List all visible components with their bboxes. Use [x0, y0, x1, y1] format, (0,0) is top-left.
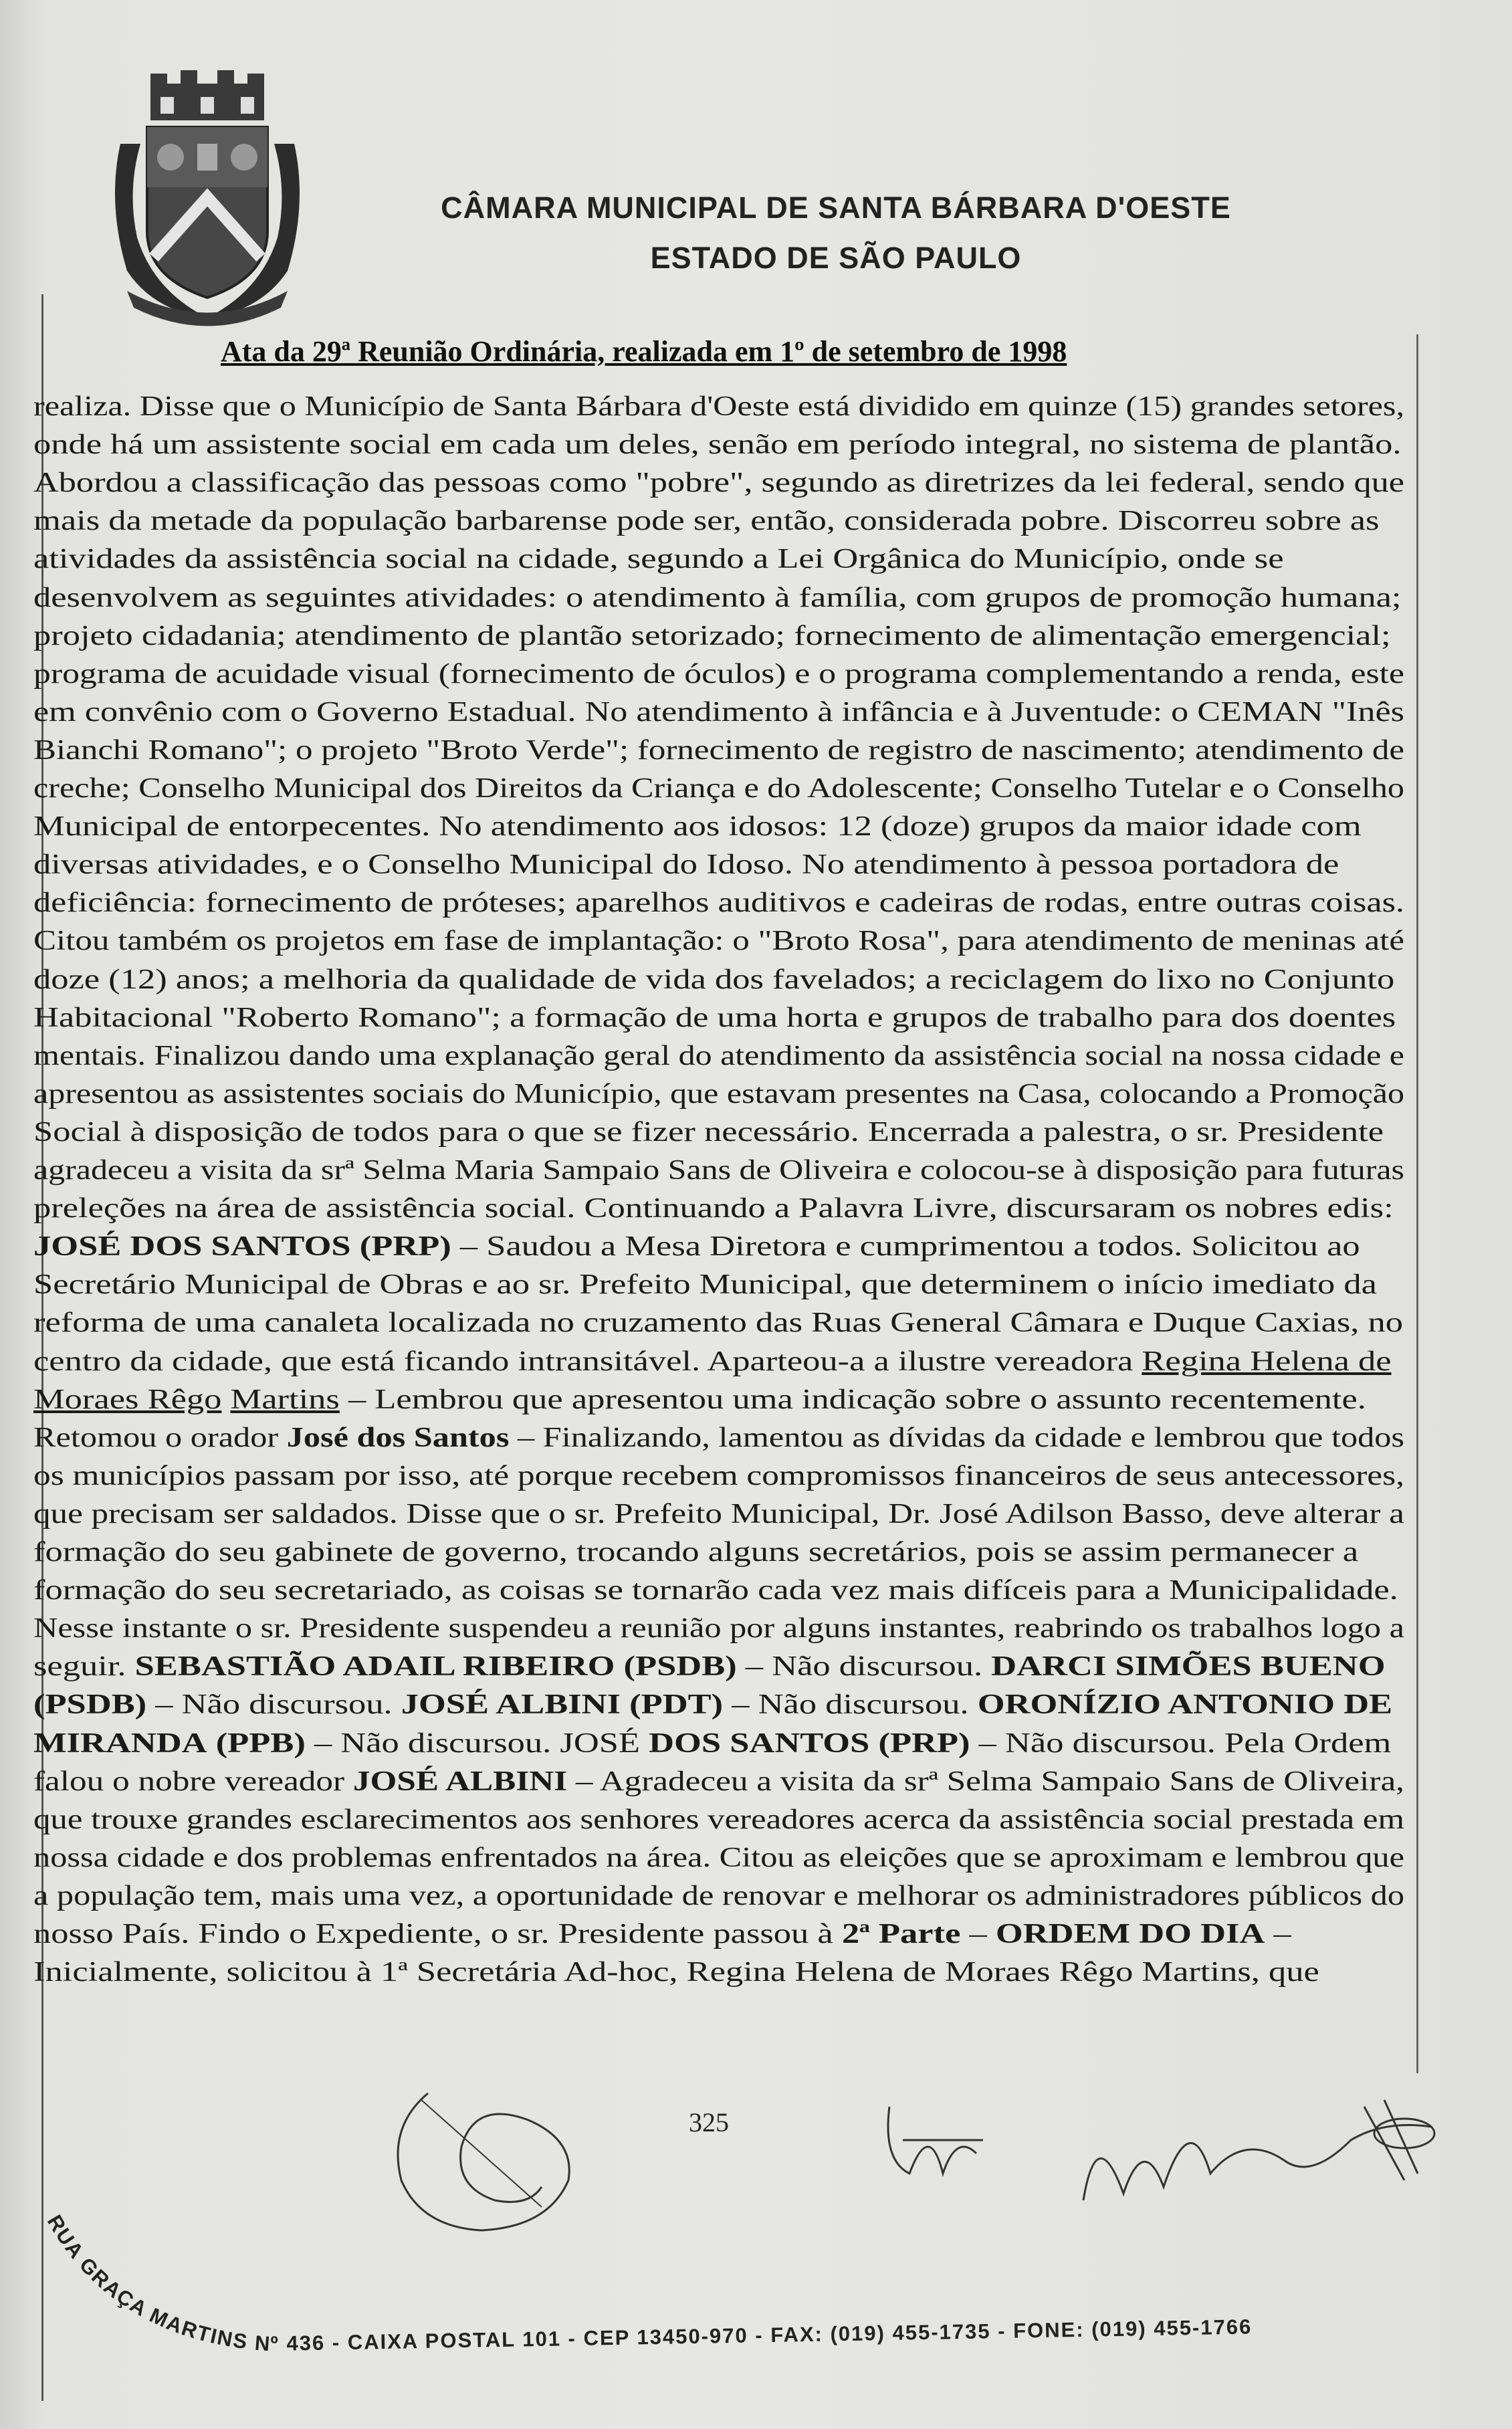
line-text: fornecimento de próteses; aparelhos auditivos e cadeiras de rodas, entre outras coisas. — [196, 887, 1404, 919]
line-text: Finalizou dando uma explanação geral do atendimento da assistência social na nossa cidade e — [145, 1040, 1404, 1071]
text-line-content — [33, 1877, 1404, 1915]
text-line-content — [33, 1572, 1398, 1609]
text-line — [33, 922, 1411, 960]
text-line — [33, 1495, 1411, 1533]
line-prefix: nossa cidade — [33, 1842, 205, 1873]
line-text: SEBASTIÃO ADAIL RIBEIRO (PSDB) – Não discursou. DARCI SIMÕES BUENO — [134, 1651, 1386, 1683]
text-line — [33, 579, 1411, 617]
line-prefix: Municipal — [33, 811, 178, 843]
text-line-content — [33, 1495, 1404, 1533]
line-text: o orador José dos Santos – Finalizando, lamentou as dívidas da cidade e lembrou que todos — [156, 1422, 1404, 1453]
line-prefix: Habitacional — [33, 1002, 213, 1033]
line-text: o sr. Presidente suspendeu a reunião por alguns instantes, reabrindo os trabalhos logo a — [227, 1613, 1405, 1645]
line-prefix: Citou também — [33, 926, 228, 957]
line-text: cidadania; atendimento de plantão setorizado; fornecimento de alimentação emergencial; — [132, 620, 1391, 651]
line-prefix: em convênio — [33, 696, 213, 728]
text-line — [33, 1419, 1411, 1457]
line-text: na área de assistência social. Continuando a Palavra Livre, discursaram os nobres edis: — [166, 1193, 1394, 1225]
line-prefix: atividades — [33, 544, 176, 575]
right-margin-rule — [1416, 334, 1418, 2073]
text-line-content — [33, 655, 1404, 693]
line-text: do seu gabinete de governo, trocando alguns secretários, pois se assim permanecer a — [166, 1537, 1359, 1568]
line-prefix: Moraes Rêgo — [33, 1384, 222, 1415]
underlined-name: Regina Helena de — [1142, 1346, 1392, 1377]
line-prefix: Inicialmente, — [33, 1957, 218, 1988]
text-line — [33, 999, 1411, 1037]
footer-address — [33, 2207, 1438, 2381]
line-text: passam por isso, até porque recebem compromissos financeiros de seus antecessores, — [225, 1460, 1405, 1491]
line-prefix: que precisam — [33, 1498, 215, 1529]
line-prefix: JOSÉ — [33, 1231, 122, 1263]
text-line-content — [33, 1686, 1392, 1723]
text-line-content — [33, 694, 1404, 731]
line-text: de acuidade visual (fornecimento de óculos) e o programa complementando a renda, este — [166, 658, 1405, 690]
text-line-content — [33, 1343, 1392, 1380]
line-text: ser saldados. Disse que o sr. Prefeito Municipal, Dr. José Adilson Basso, deve alterar a — [214, 1498, 1405, 1529]
coat-of-arms-icon — [100, 70, 314, 331]
line-text: cidade, que está ficando intransitável. Aparteou-a a ilustre vereadora — [163, 1346, 1142, 1377]
line-text: – Não discursou. JOSÉ ALBINI (PDT) – Não discursou. ORONÍZIO ANTONIO DE — [146, 1689, 1393, 1721]
text-line — [33, 884, 1411, 922]
text-line — [33, 1114, 1411, 1151]
text-line-content — [33, 1381, 1366, 1418]
line-text: do seu secretariado, as coisas se tornarão cada vez mais difíceis para a Municipalidade. — [166, 1575, 1398, 1606]
line-prefix: Social à — [33, 1116, 146, 1148]
line-prefix: formação — [33, 1575, 167, 1606]
line-prefix: creche; — [33, 773, 130, 804]
text-line — [33, 1381, 1411, 1418]
text-line — [33, 388, 1411, 425]
text-line-content — [33, 1190, 1394, 1227]
text-line-content — [33, 1457, 1404, 1495]
line-text: da assistência social na cidade, segundo a Lei Orgânica do Município, onde se — [175, 544, 1284, 575]
text-line-content — [33, 1801, 1404, 1838]
page-number: 325 — [689, 2107, 729, 2137]
text-line — [33, 1037, 1411, 1075]
text-line — [33, 846, 1411, 883]
line-prefix: MIRANDA — [33, 1727, 207, 1759]
line-prefix: Nesse instante — [33, 1613, 227, 1645]
text-line-content — [33, 1610, 1404, 1647]
line-prefix: formação — [33, 1537, 167, 1568]
text-line-content — [33, 464, 1404, 502]
text-line-content — [33, 1304, 1403, 1342]
text-line — [33, 540, 1411, 578]
text-line-content — [33, 846, 1339, 883]
line-text: anos; a melhoria da qualidade de vida dos favelados; a reciclagem do lixo no Conjunto — [167, 964, 1395, 995]
text-line — [33, 1953, 1411, 1991]
text-line-content — [33, 961, 1394, 998]
document-title: Ata da 29ª Reunião Ordinária, realizada em 1º de setembro de 1998 — [221, 335, 1067, 368]
text-line — [33, 1915, 1411, 1953]
line-text: Conselho Municipal dos Direitos da Criança e do Adolescente; Conselho Tutelar e o Conselho — [130, 773, 1404, 804]
text-line — [33, 1075, 1411, 1113]
line-prefix: apresentou — [33, 1078, 179, 1110]
text-line — [33, 502, 1411, 540]
text-line — [33, 770, 1411, 807]
line-prefix: onde há — [33, 429, 144, 461]
text-line — [33, 1304, 1411, 1342]
line-prefix: projeto — [33, 620, 133, 651]
text-line — [33, 1801, 1411, 1838]
text-line-content — [33, 808, 1362, 845]
line-prefix: Bianchi — [33, 734, 140, 766]
line-prefix: seguir. — [33, 1651, 126, 1683]
line-prefix: realiza. — [33, 391, 132, 422]
text-line — [33, 1266, 1411, 1303]
line-text: solicitou à 1ª Secretária Ad-hoc, Regina Helena de Moraes Rêgo Martins, que — [217, 1957, 1319, 1988]
text-line — [33, 1572, 1411, 1609]
state-name: ESTADO DE SÃO PAULO — [650, 241, 1022, 275]
text-line — [33, 426, 1411, 463]
text-line-content — [33, 1725, 1391, 1762]
text-line — [33, 617, 1411, 655]
line-text: com o Governo Estadual. No atendimento à infância e à Juventude: o CEMAN "Inês — [213, 696, 1404, 728]
line-prefix: preleções — [33, 1193, 167, 1225]
text-line-content — [33, 922, 1404, 960]
line-prefix: (PSDB) — [33, 1689, 147, 1721]
line-prefix: Retomou — [33, 1422, 157, 1453]
text-line — [33, 1152, 1411, 1189]
text-line-content — [33, 1152, 1404, 1189]
line-text: de entorpecentes. No atendimento aos idosos: 12 (doze) grupos da maior idade com — [177, 811, 1362, 843]
text-line — [33, 1839, 1411, 1877]
text-line — [33, 1877, 1411, 1915]
text-line-content — [33, 1228, 1360, 1265]
text-line-content — [33, 617, 1391, 655]
line-text: grandes esclarecimentos aos senhores vereadores acerca da assistência social prestada em — [178, 1804, 1405, 1835]
text-line — [33, 1648, 1411, 1685]
text-line-content — [33, 999, 1396, 1037]
line-prefix: Abordou — [33, 467, 158, 499]
text-line-content — [33, 502, 1380, 540]
line-text: os projetos em fase de implantação: o "Broto Rosa", para atendimento de meninas até — [227, 926, 1404, 957]
text-line-content — [33, 1648, 1386, 1685]
line-text: Disse que o Município de Santa Bárbara d'Oeste está dividido em quinze (15) grandes setores, — [131, 391, 1404, 422]
line-text: Romano"; o projeto "Broto Verde"; fornecimento de registro de nascimento; atendimento de — [139, 734, 1404, 766]
text-line-content — [33, 1763, 1404, 1800]
line-text: nobre vereador JOSÉ ALBINI – Agradeceu a visita da srª Selma Sampaio Sans de Oliveira, — [129, 1766, 1404, 1797]
text-line — [33, 808, 1411, 845]
line-text: as assistentes sociais do Município, que estavam presentes na Casa, colocando a Promoção — [178, 1078, 1404, 1110]
line-prefix: reforma — [33, 1307, 145, 1339]
text-line-content — [33, 579, 1401, 617]
text-line-content — [33, 388, 1404, 425]
text-line-content — [33, 770, 1404, 807]
text-line — [33, 732, 1411, 769]
text-line-content — [33, 1839, 1404, 1877]
text-line — [33, 1534, 1411, 1571]
text-line — [33, 1725, 1411, 1762]
institution-name: CÂMARA MUNICIPAL DE SANTA BÁRBARA D'OESTE — [441, 191, 1231, 225]
line-text: Findo o Expediente, o sr. Presidente passou à 2ª Parte – ORDEM DO DIA – — [189, 1919, 1291, 1949]
text-line-content — [33, 1534, 1358, 1571]
text-line-content — [33, 1419, 1404, 1457]
line-prefix: mentais. — [33, 1040, 146, 1071]
text-line — [33, 694, 1411, 731]
text-line-content — [33, 426, 1401, 463]
line-prefix: os municípios — [33, 1460, 226, 1491]
line-prefix: centro da — [33, 1346, 163, 1377]
line-text: tem, mais uma vez, a oportunidade de renovar e melhorar os administradores públicos do — [195, 1880, 1405, 1911]
line-text: Martins – Lembrou que apresentou uma indicação sobre o assunto recentemente. — [230, 1384, 1366, 1415]
text-line — [33, 1763, 1411, 1800]
line-prefix: diversas — [33, 849, 149, 881]
text-line-content — [33, 1953, 1319, 1991]
text-line — [33, 655, 1411, 693]
line-prefix: desenvolvem — [33, 582, 219, 613]
text-line — [33, 1457, 1411, 1495]
text-line — [33, 1610, 1411, 1647]
line-prefix: que trouxe — [33, 1804, 179, 1835]
text-line — [33, 1343, 1411, 1380]
line-text: "Roberto Romano"; a formação de uma horta e grupos de trabalho para dos doentes — [213, 1002, 1396, 1033]
line-text: Municipal de Obras e ao sr. Prefeito Municipal, que determinem o início imediato da — [175, 1269, 1378, 1301]
footer-address-text: RUA GRAÇA MARTINS Nº 436 - CAIXA POSTAL 101 - CEP 13450-970 - FAX: (019) 455-1735 - FONE: (019) 455-1766 — [42, 2210, 1253, 2356]
line-text: DOS SANTOS (PRP) – Saudou a Mesa Diretora e cumprimentou a todos. Solicitou ao — [130, 1231, 1360, 1263]
text-line-content — [33, 1075, 1404, 1113]
text-line-content — [33, 1266, 1377, 1303]
text-line — [33, 961, 1411, 998]
line-prefix: falou o — [33, 1766, 130, 1797]
line-prefix: agradeceu — [33, 1155, 169, 1186]
line-text: um assistente social em cada um deles, senão em período integral, no sistema de plantão. — [143, 429, 1402, 461]
line-text: (PPB) – Não discursou. JOSÉ DOS SANTOS (PRP) – Não discursou. Pela Ordem — [215, 1727, 1392, 1759]
line-prefix: a população — [33, 1880, 195, 1911]
text-line-content — [33, 1114, 1384, 1151]
line-prefix: doze (12) — [33, 964, 167, 995]
line-prefix: Secretário — [33, 1269, 176, 1301]
signature-3-icon — [1070, 2093, 1444, 2214]
text-line-content — [33, 540, 1284, 578]
line-text: e dos problemas enfrentados na área. Citou as eleições que se aproximam e lembrou que — [205, 1842, 1405, 1873]
line-text: as seguintes atividades: o atendimento à família, com grupos de promoção humana; — [219, 582, 1402, 613]
text-line-content — [33, 732, 1404, 769]
text-line — [33, 464, 1411, 502]
text-line — [33, 1228, 1411, 1265]
line-prefix: programa — [33, 658, 167, 690]
line-text: metade da população barbarense pode ser, então, considerada pobre. Discorreu sobre as — [141, 506, 1380, 537]
line-text: atividades, e o Conselho Municipal do Idoso. No atendimento à pessoa portadora de — [148, 849, 1339, 881]
line-text: de uma canaleta localizada no cruzamento das Ruas General Câmara e Duque Caxias, no — [144, 1307, 1404, 1339]
signature-2-icon — [869, 2093, 990, 2194]
line-prefix: mais da — [33, 506, 142, 537]
text-line-content — [33, 1037, 1404, 1075]
text-line-content — [33, 1915, 1291, 1953]
text-line — [33, 1190, 1411, 1227]
text-line-content — [33, 884, 1404, 922]
line-prefix: nosso País. — [33, 1919, 190, 1949]
line-text: disposição de todos para o que se fizer necessário. Encerrada a palestra, o sr. Presidente — [145, 1116, 1384, 1148]
line-text: a classificação das pessoas como "pobre", segundo as diretrizes da lei federal, sendo que — [157, 467, 1404, 499]
text-line — [33, 1686, 1411, 1723]
line-prefix: deficiência: — [33, 887, 197, 919]
line-text: a visita da srª Selma Maria Sampaio Sans de Oliveira e colocou-se à disposição para futuras — [169, 1155, 1404, 1186]
